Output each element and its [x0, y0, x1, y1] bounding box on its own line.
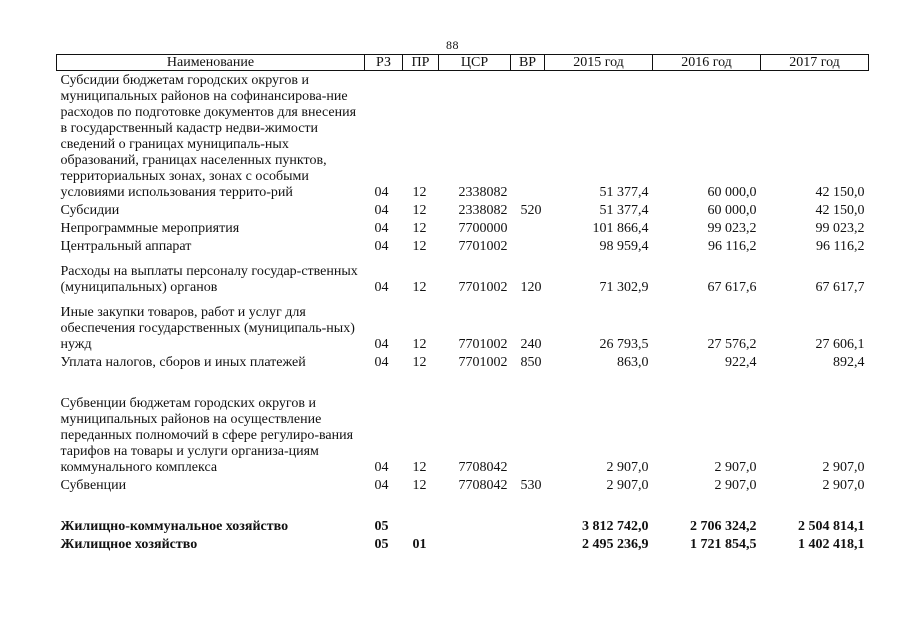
header-row — [57, 55, 869, 71]
row-vr: 520 — [520, 203, 542, 218]
row-pr: 12 — [412, 185, 427, 200]
row-rz: 04 — [374, 203, 389, 218]
row-2015: 98 959,4 — [599, 239, 649, 254]
row-name: Субвенции — [60, 478, 127, 493]
row-2016: 60 000,0 — [707, 203, 757, 218]
row-vr: 850 — [520, 355, 542, 370]
row-name: Субсидии — [60, 203, 120, 218]
row-csr: 2338082 — [458, 185, 508, 200]
row-2017: 42 150,0 — [815, 185, 865, 200]
row-2016: 67 617,6 — [707, 280, 757, 295]
row-2016: 96 116,2 — [708, 239, 757, 254]
row-csr: 7701002 — [458, 337, 508, 352]
row-2017: 67 617,7 — [815, 280, 865, 295]
row-pr: 12 — [412, 239, 427, 254]
row-name: Жилищное хозяйство — [60, 537, 198, 552]
row-2017: 1 402 418,1 — [798, 537, 865, 552]
row-name: Субвенции бюджетам городских округов и муниципальных районов на осуществление переданных полномочий в сфере регулиро-вания тарифов на товары и услуги организа-циям коммунального комплекса — [60, 396, 354, 475]
row-name: Непрограммные мероприятия — [60, 221, 240, 236]
row-name: Иные закупки товаров, работ и услуг для обеспечения государственных (муниципаль-ных) нужд — [60, 305, 355, 352]
row-2015: 3 812 742,0 — [582, 519, 649, 534]
row-2017: 2 504 814,1 — [798, 519, 865, 534]
header-2017: 2017 год — [761, 55, 869, 71]
row-vr: 120 — [520, 280, 542, 295]
table-row — [57, 495, 869, 536]
row-vr: 240 — [520, 337, 542, 352]
row-2017: 892,4 — [833, 355, 865, 370]
row-2015: 2 495 236,9 — [582, 537, 649, 552]
row-rz: 04 — [374, 355, 389, 370]
row-2015: 51 377,4 — [599, 185, 649, 200]
row-pr: 12 — [412, 203, 427, 218]
row-rz: 04 — [374, 221, 389, 236]
row-name: Расходы на выплаты персоналу государ-ственных (муниципальных) органов — [60, 264, 358, 295]
row-2016: 922,4 — [725, 355, 757, 370]
row-name: Уплата налогов, сборов и иных платежей — [60, 355, 306, 370]
row-2015: 26 793,5 — [599, 337, 649, 352]
row-2016: 99 023,2 — [707, 221, 757, 236]
budget-table — [56, 54, 869, 554]
row-pr: 12 — [412, 460, 427, 475]
row-csr: 2338082 — [458, 203, 508, 218]
table-row — [57, 297, 869, 354]
table-row — [57, 71, 869, 203]
row-vr — [511, 372, 545, 477]
row-pr: 12 — [412, 355, 427, 370]
row-rz: 05 — [374, 537, 389, 552]
row-2015: 863,0 — [617, 355, 649, 370]
row-2017: 99 023,2 — [815, 221, 865, 236]
row-rz: 04 — [374, 185, 389, 200]
row-csr — [439, 536, 511, 554]
table-row — [57, 536, 869, 554]
header-2015: 2015 год — [545, 55, 653, 71]
page-number: 88 — [446, 38, 459, 52]
table-body — [57, 71, 869, 555]
header-csr: ЦСР — [439, 55, 511, 71]
header-vr: ВР — [511, 55, 545, 71]
table-row — [57, 372, 869, 477]
row-pr — [403, 495, 439, 536]
row-rz: 04 — [374, 280, 389, 295]
row-pr: 12 — [412, 337, 427, 352]
row-pr: 01 — [412, 537, 427, 552]
row-rz: 04 — [374, 239, 389, 254]
row-2017: 27 606,1 — [815, 337, 865, 352]
header-2016: 2016 год — [653, 55, 761, 71]
table-row — [57, 238, 869, 256]
row-vr — [511, 220, 545, 238]
row-csr: 7708042 — [458, 478, 508, 493]
header-pr: ПР — [403, 55, 439, 71]
row-2015: 2 907,0 — [606, 478, 649, 493]
row-2017: 2 907,0 — [822, 478, 865, 493]
row-name: Субсидии бюджетам городских округов и муниципальных районов на софинансирова-ние расходов по подготовке документов для внесения в государственный кадастр недви-жимости сведений о границах муниципаль-ных образований, границах населенных пунктов, территориальных зонах, зонах с особыми условиями использования террито-рий — [60, 73, 357, 200]
header-rz: РЗ — [365, 55, 403, 71]
row-2015: 71 302,9 — [599, 280, 649, 295]
row-2016: 27 576,2 — [707, 337, 757, 352]
row-rz: 04 — [374, 337, 389, 352]
table-row — [57, 477, 869, 495]
table-row — [57, 202, 869, 220]
table-header — [57, 55, 869, 71]
row-2015: 101 866,4 — [592, 221, 649, 236]
row-name: Жилищно-коммунальное хозяйство — [60, 519, 289, 534]
row-csr: 7701002 — [458, 355, 508, 370]
row-csr — [439, 495, 511, 536]
header-name: Наименование — [57, 55, 365, 71]
row-2016: 2 907,0 — [714, 478, 757, 493]
row-pr: 12 — [412, 221, 427, 236]
row-rz: 05 — [374, 519, 389, 534]
row-2017: 96 116,2 — [816, 239, 865, 254]
row-vr — [511, 536, 545, 554]
table-row — [57, 220, 869, 238]
table-row — [57, 354, 869, 372]
row-2015: 2 907,0 — [606, 460, 649, 475]
row-2017: 42 150,0 — [815, 203, 865, 218]
row-vr: 530 — [520, 478, 542, 493]
table-row — [57, 256, 869, 297]
row-csr: 7701002 — [458, 280, 508, 295]
row-2015: 51 377,4 — [599, 203, 649, 218]
row-rz: 04 — [374, 460, 389, 475]
row-vr — [511, 238, 545, 256]
row-2016: 1 721 854,5 — [690, 537, 757, 552]
row-2016: 2 907,0 — [714, 460, 757, 475]
row-pr: 12 — [412, 478, 427, 493]
row-csr: 7700000 — [458, 221, 508, 236]
row-vr — [511, 71, 545, 203]
row-name: Центральный аппарат — [60, 239, 192, 254]
row-2017: 2 907,0 — [822, 460, 865, 475]
row-rz: 04 — [374, 478, 389, 493]
row-csr: 7701002 — [458, 239, 508, 254]
row-csr: 7708042 — [458, 460, 508, 475]
row-2016: 2 706 324,2 — [690, 519, 757, 534]
row-pr: 12 — [412, 280, 427, 295]
row-vr — [511, 495, 545, 536]
row-2016: 60 000,0 — [707, 185, 757, 200]
